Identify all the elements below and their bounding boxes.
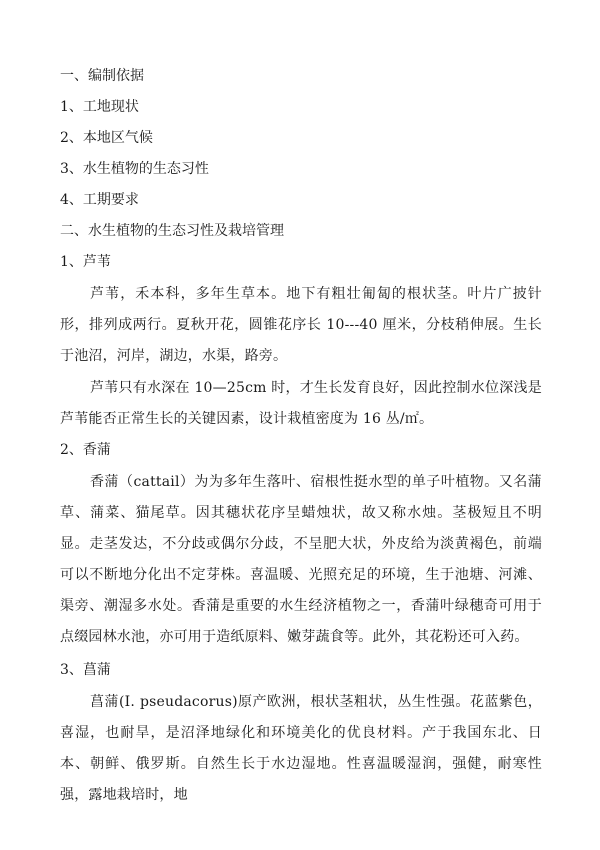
list-item-schedule: 4、工期要求 bbox=[60, 192, 139, 208]
section-heading-1: 一、编制依据 bbox=[60, 68, 144, 84]
paragraph-reed-water-depth: 芦苇只有水深在 10—25cm 时，才生长发育良好，因此控制水位深浅是芦苇能否正常生长的关键因素，设计栽植密度为 16 丛/㎡。 bbox=[60, 380, 542, 427]
list-item-site-status: 1、工地现状 bbox=[60, 99, 139, 115]
subheading-reed: 1、芦苇 bbox=[60, 254, 111, 270]
subheading-cattail: 2、香蒲 bbox=[60, 442, 111, 458]
section-heading-2: 二、水生植物的生态习性及栽培管理 bbox=[60, 223, 284, 239]
paragraph-cattail-description: 香蒲（cattail）为为多年生落叶、宿根性挺水型的单子叶植物。又名蒲草、蒲菜、猫尾草。因其穗状花序呈蜡烛状，故又称水烛。茎极短且不明显。走茎发达，不分歧或偶尔分歧，不呈肥大状，外皮给为淡黄褐色，前端可以不断地分化出不定芽株。喜温暖、光照充足的环境，生于池塘、河滩、渠旁、潮湿多水处。香蒲是重要的水生经济植物之一，香蒲叶绿穗奇可用于点缀园林水池，亦可用于造纸原料、嫩芽蔬食等。此外，其花粉还可入药。 bbox=[60, 474, 542, 645]
subheading-iris: 3、菖蒲 bbox=[60, 662, 111, 678]
list-item-plant-ecology: 3、水生植物的生态习性 bbox=[60, 161, 209, 177]
paragraph-reed-description: 芦苇，禾本科，多年生草本。地下有粗壮匍匐的根状茎。叶片广披针形，排列成两行。夏秋开花，圆锥花序长 10---40 厘米，分枝稍伸展。生长于池沼，河岸，湖边，水渠，路旁。 bbox=[60, 286, 542, 364]
list-item-local-climate: 2、本地区气候 bbox=[60, 130, 153, 146]
paragraph-iris-description: 菖蒲(I. pseudacorus)原产欧洲，根状茎粗状，丛生性强。花蓝紫色，喜湿，也耐旱，是沼泽地绿化和环境美化的优良材料。产于我国东北、日本、朝鲜、俄罗斯。自然生长于水边湿地。性喜温暖湿润，强健，耐寒性强，露地栽培时，地 bbox=[60, 694, 542, 803]
